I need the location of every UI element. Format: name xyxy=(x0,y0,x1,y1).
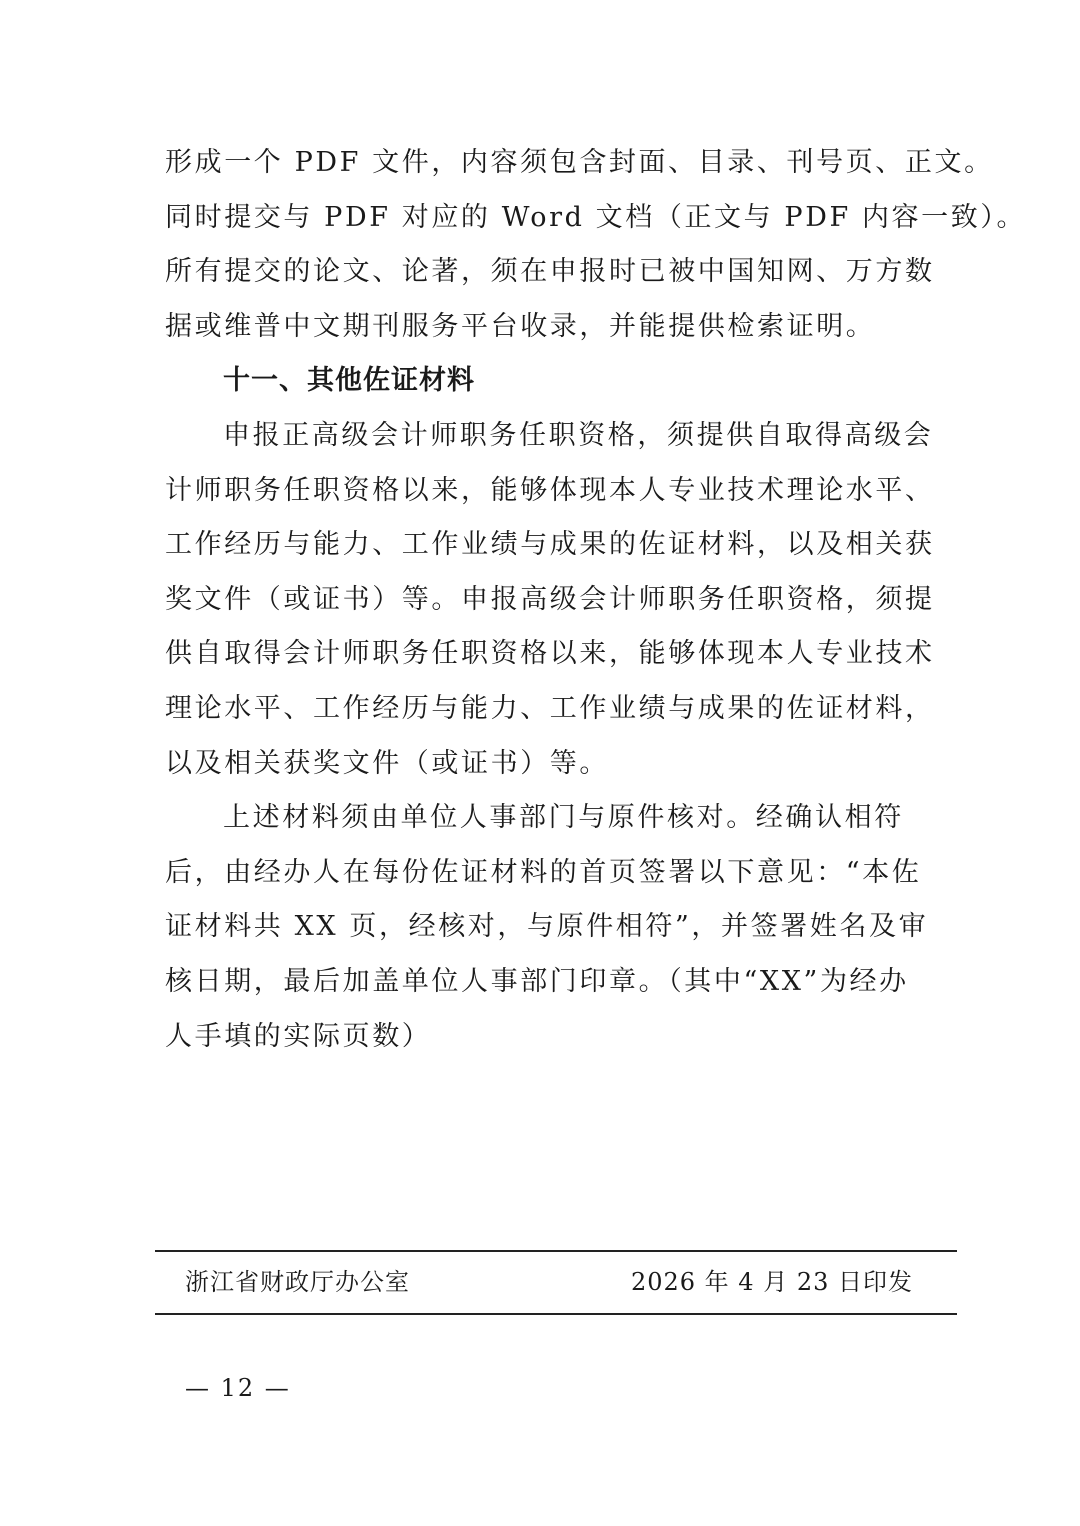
footer-top-rule xyxy=(155,1250,957,1252)
paragraph-line: 形成一个 PDF 文件，内容须包含封面、目录、刊号页、正文。 xyxy=(165,147,994,178)
paragraph-line: 计师职务任职资格以来，能够体现本人专业技术理论水平、 xyxy=(165,474,935,506)
paragraph-line: 以及相关获奖文件（或证书）等。 xyxy=(165,747,609,779)
section-heading: 十一、其他佐证材料 xyxy=(223,365,475,397)
paragraph-line: 供自取得会计师职务任职资格以来，能够体现本人专业技术 xyxy=(165,638,935,670)
paragraph-line: 核日期，最后加盖单位人事部门印章。（其中“XX”为经办 xyxy=(165,965,909,997)
paragraph-line: 据或维普中文期刊服务平台收录，并能提供检索证明。 xyxy=(165,310,876,342)
document-body xyxy=(165,136,1027,1064)
paragraph-line: 申报正高级会计师职务任职资格，须提供自取得高级会 xyxy=(223,419,934,451)
paragraph-line: 后，由经办人在每份佐证材料的首页签署以下意见：“本佐 xyxy=(165,856,922,888)
paragraph-line: 上述材料须由单位人事部门与原件核对。经确认相符 xyxy=(223,802,904,834)
paragraph-line: 奖文件（或证书）等。申报高级会计师职务任职资格，须提 xyxy=(165,583,935,615)
issuer-name: 浙江省财政厅办公室 xyxy=(185,1268,410,1296)
paragraph-line: 理论水平、工作经历与能力、工作业绩与成果的佐证材料， xyxy=(165,692,935,724)
page-number: — 12 — xyxy=(185,1374,291,1402)
footer-bottom-rule xyxy=(155,1313,957,1315)
paragraph-line: 证材料共 XX 页，经核对，与原件相符”，并签署姓名及审 xyxy=(165,911,929,943)
paragraph-line: 同时提交与 PDF 对应的 Word 文档（正文与 PDF 内容一致）。 xyxy=(165,201,1027,233)
paragraph-line: 所有提交的论文、论著，须在申报时已被中国知网、万方数 xyxy=(165,256,935,288)
paragraph-line: 工作经历与能力、工作业绩与成果的佐证材料，以及相关获 xyxy=(165,529,935,561)
paragraph-line: 人手填的实际页数） xyxy=(165,1020,432,1052)
issue-date: 2026 年 4 月 23 日印发 xyxy=(630,1268,913,1296)
